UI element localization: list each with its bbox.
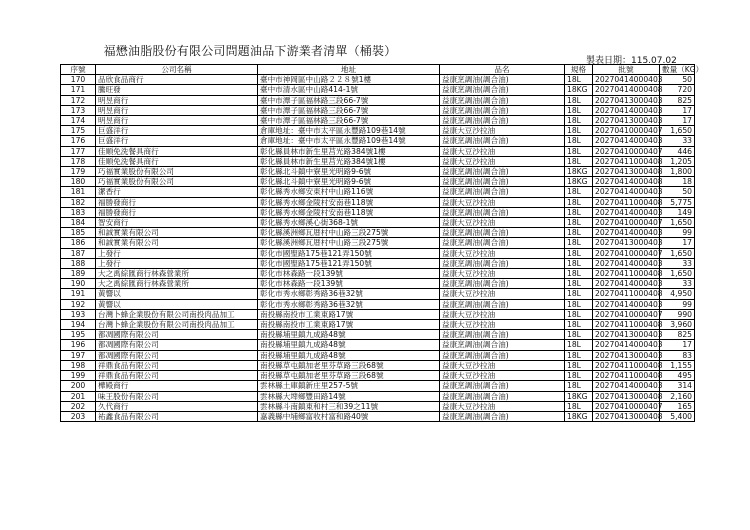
cell-company: 上發行	[96, 258, 258, 268]
cell-address: 臺中市潭子區福林路三段66-7號	[258, 95, 440, 105]
cell-lot: 20270414000403	[593, 187, 660, 197]
cell-product: 益康烹調油(調合油)	[440, 207, 565, 217]
cell-qty: 165	[660, 401, 695, 411]
cell-lot: 20270414000403	[593, 258, 660, 268]
cell-seq: 173	[61, 105, 96, 115]
cell-qty: 83	[660, 350, 695, 360]
cell-address: 雲林縣土庫鎮新庄里257-5號	[258, 381, 440, 391]
table-row	[61, 309, 695, 319]
cell-product: 益康烹調油(調合油)	[440, 238, 565, 248]
cell-seq: 174	[61, 116, 96, 126]
cell-company: 明昱商行	[96, 105, 258, 115]
cell-product: 益康大豆沙拉油	[440, 146, 565, 156]
downstream-table	[60, 64, 704, 422]
cell-company: 都凋國際有限公司	[96, 350, 258, 360]
cell-product: 益康烹調油(調合油)	[440, 85, 565, 95]
table-row	[61, 116, 695, 126]
cell-spec: 18L	[565, 146, 593, 156]
cell-spec: 18KG	[565, 177, 593, 187]
cell-qty: 446	[660, 146, 695, 156]
cell-product: 益康大豆沙拉油	[440, 371, 565, 381]
cell-lot: 20270414000403	[593, 228, 660, 238]
cell-qty: 3,960	[660, 320, 695, 330]
table-row	[61, 197, 695, 207]
cell-product: 益康烹調油(調合油)	[440, 95, 565, 105]
cell-spec: 18L	[565, 156, 593, 166]
cell-lot: 20270414000403	[593, 105, 660, 115]
table-row	[61, 381, 695, 391]
cell-lot: 20270413000408	[593, 167, 660, 177]
cell-address: 彰化縣溪洲鄉瓦厝村中山路三段275號	[258, 228, 440, 238]
cell-lot: 20270411000408	[593, 156, 660, 166]
cell-address: 臺中市神岡區中山路２２８號1樓	[258, 75, 440, 85]
cell-address: 彰化市秀水鄉彰秀路36巷32號	[258, 289, 440, 299]
cell-company: 都凋國際有限公司	[96, 330, 258, 340]
cell-qty: 99	[660, 228, 695, 238]
table-row	[61, 320, 695, 330]
cell-spec: 18L	[565, 116, 593, 126]
cell-product: 益康烹調油(調合油)	[440, 258, 565, 268]
cell-seq: 191	[61, 289, 96, 299]
cell-lot: 20270411000408	[593, 371, 660, 381]
cell-seq: 172	[61, 95, 96, 105]
cell-address: 彰化縣員林市新生里莒光路384號1樓	[258, 156, 440, 166]
cell-spec: 18KG	[565, 167, 593, 177]
cell-seq: 202	[61, 401, 96, 411]
table-row	[61, 289, 695, 299]
cell-spec: 18L	[565, 299, 593, 309]
header-seq: 序號	[61, 65, 96, 75]
cell-qty: 4,950	[660, 289, 695, 299]
cell-lot: 20270414000403	[593, 340, 660, 350]
cell-company: 祥鼎食品有限公司	[96, 360, 258, 370]
table-row	[61, 187, 695, 197]
cell-product: 益康烹調油(調合油)	[440, 411, 565, 421]
cell-spec: 18L	[565, 371, 593, 381]
cell-address: 彰化市國聖路175巷121弄150號	[258, 248, 440, 258]
cell-seq: 184	[61, 218, 96, 228]
cell-seq: 192	[61, 299, 96, 309]
cell-seq: 187	[61, 248, 96, 258]
cell-company: 佳順免洗餐具商行	[96, 146, 258, 156]
cell-address: 彰化縣北斗鎮中寮里光明路9-6號	[258, 167, 440, 177]
cell-product: 益康大豆沙拉油	[440, 248, 565, 258]
cell-lot: 20270411000408	[593, 320, 660, 330]
cell-product: 益康大豆沙拉油	[440, 156, 565, 166]
cell-company: 巧福實業股份有限公司	[96, 167, 258, 177]
cell-address: 南投縣南投市工業東路17號	[258, 309, 440, 319]
cell-spec: 18L	[565, 126, 593, 136]
table-row	[61, 95, 695, 105]
cell-address: 臺中市清水區中山路414-1號	[258, 85, 440, 95]
cell-lot: 20270414000403	[593, 299, 660, 309]
cell-address: 彰化縣秀水鄉溪心街368-1號	[258, 218, 440, 228]
cell-spec: 18L	[565, 279, 593, 289]
table-row	[61, 136, 695, 146]
cell-lot: 20270413000408	[593, 411, 660, 421]
cell-product: 益康烹調油(調合油)	[440, 340, 565, 350]
cell-product: 益康大豆沙拉油	[440, 289, 565, 299]
cell-product: 益康烹調油(調合油)	[440, 330, 565, 340]
cell-qty: 5,775	[660, 197, 695, 207]
table-row	[61, 218, 695, 228]
cell-company: 都凋國際有限公司	[96, 340, 258, 350]
cell-lot: 20270413000403	[593, 330, 660, 340]
cell-company: 和誠實業有限公司	[96, 228, 258, 238]
table-row	[61, 126, 695, 136]
cell-seq: 201	[61, 391, 96, 401]
cell-spec: 18KG	[565, 391, 593, 401]
cell-spec: 18L	[565, 218, 593, 228]
cell-seq: 171	[61, 85, 96, 95]
cell-product: 益康烹調油(調合油)	[440, 75, 565, 85]
cell-lot: 20270413000408	[593, 391, 660, 401]
cell-address: 彰化市秀水鄉彰秀路36巷32號	[258, 299, 440, 309]
table-row	[61, 238, 695, 248]
cell-spec: 18L	[565, 248, 593, 258]
cell-lot: 20270414000403	[593, 381, 660, 391]
cell-product: 益康烹調油(調合油)	[440, 350, 565, 360]
cell-address: 彰化縣北斗鎮中寮里光明路9-6號	[258, 177, 440, 187]
table-row	[61, 258, 695, 268]
cell-company: 智安商行	[96, 218, 258, 228]
cell-company: 潔香行	[96, 187, 258, 197]
cell-address: 彰化市林森路一段139號	[258, 269, 440, 279]
cell-seq: 170	[61, 75, 96, 85]
cell-qty: 825	[660, 95, 695, 105]
cell-lot: 20270413000403	[593, 238, 660, 248]
table-row	[61, 167, 695, 177]
cell-spec: 18L	[565, 238, 593, 248]
cell-spec: 18L	[565, 360, 593, 370]
cell-spec: 18L	[565, 207, 593, 217]
cell-address: 南投縣埔里鎮九成路48號	[258, 350, 440, 360]
table-row	[61, 105, 695, 115]
cell-seq: 186	[61, 238, 96, 248]
cell-lot: 20270410000407	[593, 401, 660, 411]
print-date: 製表日期：115.07.02	[586, 56, 677, 66]
cell-product: 益康大豆沙拉油	[440, 218, 565, 228]
cell-seq: 194	[61, 320, 96, 330]
cell-lot: 20270413000403	[593, 116, 660, 126]
cell-address: 南投縣草屯鎮加老里芬草路三段68號	[258, 360, 440, 370]
header-address: 地址	[258, 65, 440, 75]
cell-qty: 1,800	[660, 167, 695, 177]
header-product: 品名	[440, 65, 565, 75]
cell-company: 大之禹綜匯商行林森營業所	[96, 269, 258, 279]
cell-address: 雲林縣大埤鄉豐田路14號	[258, 391, 440, 401]
cell-qty: 990	[660, 309, 695, 319]
cell-lot: 20270411000408	[593, 197, 660, 207]
cell-qty: 17	[660, 105, 695, 115]
cell-qty: 1,650	[660, 218, 695, 228]
cell-seq: 193	[61, 309, 96, 319]
cell-lot: 20270413000403	[593, 350, 660, 360]
table-row	[61, 411, 695, 421]
cell-qty: 33	[660, 258, 695, 268]
cell-product: 益康烹調油(調合油)	[440, 279, 565, 289]
cell-address: 雲林縣斗南鎮東和村三和39之11號	[258, 401, 440, 411]
cell-company: 久代商行	[96, 401, 258, 411]
cell-address: 倉庫地址：臺中市太平區永豐路109巷14號	[258, 126, 440, 136]
cell-spec: 18KG	[565, 411, 593, 421]
cell-lot: 20270410000407	[593, 309, 660, 319]
cell-seq: 200	[61, 381, 96, 391]
cell-qty: 99	[660, 299, 695, 309]
table-row	[61, 177, 695, 187]
cell-company: 福勝發商行	[96, 197, 258, 207]
table-header-row	[61, 65, 695, 75]
cell-product: 益康大豆沙拉油	[440, 320, 565, 330]
cell-company: 大之禹綜匯商行林森營業所	[96, 279, 258, 289]
cell-product: 益康烹調油(調合油)	[440, 381, 565, 391]
cell-spec: 18L	[565, 320, 593, 330]
cell-company: 巨盛洋行	[96, 136, 258, 146]
table-row	[61, 248, 695, 258]
cell-spec: 18L	[565, 309, 593, 319]
cell-product: 益康烹調油(調合油)	[440, 105, 565, 115]
cell-product: 益康烹調油(調合油)	[440, 228, 565, 238]
cell-address: 彰化縣員林市新生里莒光路384號1樓	[258, 146, 440, 156]
cell-company: 巨盛洋行	[96, 126, 258, 136]
cell-company: 台灣卜蜂企業股份有限公司南投肉品加工	[96, 309, 258, 319]
cell-spec: 18L	[565, 228, 593, 238]
cell-qty: 1,155	[660, 360, 695, 370]
cell-company: 祥鼎食品有限公司	[96, 371, 258, 381]
cell-product: 益康烹調油(調合油)	[440, 299, 565, 309]
cell-company: 樺殿商行	[96, 381, 258, 391]
cell-seq: 183	[61, 207, 96, 217]
cell-lot: 20270414000403	[593, 279, 660, 289]
header-qty: 數量（KG）	[660, 65, 695, 75]
table-row	[61, 228, 695, 238]
cell-address: 南投縣南投市工業東路17號	[258, 320, 440, 330]
cell-company: 上發行	[96, 248, 258, 258]
table-row	[61, 279, 695, 289]
cell-seq: 176	[61, 136, 96, 146]
cell-qty: 18	[660, 177, 695, 187]
cell-product: 益康烹調油(調合油)	[440, 391, 565, 401]
cell-lot: 20270411000408	[593, 269, 660, 279]
table-row	[61, 75, 695, 85]
cell-spec: 18L	[565, 258, 593, 268]
cell-seq: 203	[61, 411, 96, 421]
cell-address: 臺中市潭子區福林路三段66-7號	[258, 116, 440, 126]
cell-product: 益康烹調油(調合油)	[440, 136, 565, 146]
cell-address: 彰化縣溪洲鄉瓦厝村中山路三段275號	[258, 238, 440, 248]
header-spec: 規格	[565, 65, 593, 75]
cell-seq: 179	[61, 167, 96, 177]
table-row	[61, 330, 695, 340]
cell-qty: 1,650	[660, 248, 695, 258]
cell-address: 南投縣草屯鎮加老里芬草路三段68號	[258, 371, 440, 381]
cell-company: 台灣卜蜂企業股份有限公司南投肉品加工	[96, 320, 258, 330]
cell-address: 彰化縣秀水鄉金陵村安南巷118號	[258, 207, 440, 217]
cell-spec: 18L	[565, 269, 593, 279]
table-body	[61, 75, 695, 422]
cell-product: 益康大豆沙拉油	[440, 269, 565, 279]
cell-company: 品欣食品商行	[96, 75, 258, 85]
cell-product: 益康烹調油(調合油)	[440, 167, 565, 177]
cell-qty: 825	[660, 330, 695, 340]
cell-lot: 20270414000403	[593, 75, 660, 85]
cell-qty: 1,650	[660, 126, 695, 136]
cell-lot: 20270411000408	[593, 289, 660, 299]
cell-company: 佳順免洗餐具商行	[96, 156, 258, 166]
cell-spec: 18L	[565, 289, 593, 299]
cell-company: 味王股份有限公司	[96, 391, 258, 401]
cell-spec: 18L	[565, 136, 593, 146]
cell-spec: 18L	[565, 187, 593, 197]
cell-qty: 1,650	[660, 269, 695, 279]
cell-product: 益康大豆沙拉油	[440, 360, 565, 370]
cell-seq: 198	[61, 360, 96, 370]
cell-lot: 20270410000407	[593, 146, 660, 156]
cell-product: 益康大豆沙拉油	[440, 126, 565, 136]
cell-address: 臺中市潭子區福林路三段66-7號	[258, 105, 440, 115]
cell-lot: 20270414000408	[593, 177, 660, 187]
table-row	[61, 340, 695, 350]
cell-address: 彰化市林森路一段139號	[258, 279, 440, 289]
table-row	[61, 207, 695, 217]
cell-spec: 18L	[565, 350, 593, 360]
cell-company: 明昱商行	[96, 116, 258, 126]
cell-company: 和誠實業有限公司	[96, 238, 258, 248]
table-row	[61, 391, 695, 401]
table-row	[61, 156, 695, 166]
cell-address: 倉庫地址：臺中市太平區永豐路109巷14號	[258, 136, 440, 146]
cell-product: 益康烹調油(調合油)	[440, 116, 565, 126]
cell-spec: 18L	[565, 105, 593, 115]
cell-company: 福勝發商行	[96, 207, 258, 217]
cell-seq: 199	[61, 371, 96, 381]
cell-product: 益康烹調油(調合油)	[440, 177, 565, 187]
cell-product: 益康大豆沙拉油	[440, 309, 565, 319]
table-row	[61, 85, 695, 95]
cell-qty: 50	[660, 75, 695, 85]
cell-address: 彰化縣秀水鄉安東村中山路116號	[258, 187, 440, 197]
cell-product: 益康大豆沙拉油	[440, 197, 565, 207]
cell-spec: 18L	[565, 197, 593, 207]
cell-seq: 175	[61, 126, 96, 136]
cell-spec: 18L	[565, 95, 593, 105]
cell-qty: 314	[660, 381, 695, 391]
cell-qty: 33	[660, 279, 695, 289]
cell-qty: 2,160	[660, 391, 695, 401]
cell-company: 黃響以	[96, 289, 258, 299]
cell-seq: 181	[61, 187, 96, 197]
cell-spec: 18L	[565, 340, 593, 350]
cell-product: 益康烹調油(調合油)	[440, 187, 565, 197]
cell-company: 祐鑫食品有限公司	[96, 411, 258, 421]
table-row	[61, 146, 695, 156]
cell-company: 明昱商行	[96, 95, 258, 105]
table-row	[61, 371, 695, 381]
cell-lot: 20270411000408	[593, 360, 660, 370]
table-row	[61, 401, 695, 411]
cell-seq: 190	[61, 279, 96, 289]
cell-lot: 20270414000403	[593, 136, 660, 146]
cell-seq: 196	[61, 340, 96, 350]
cell-seq: 182	[61, 197, 96, 207]
cell-lot: 20270410000407	[593, 218, 660, 228]
table-row	[61, 360, 695, 370]
cell-spec: 18L	[565, 75, 593, 85]
cell-lot: 20270414000408	[593, 85, 660, 95]
cell-seq: 188	[61, 258, 96, 268]
table-row	[61, 299, 695, 309]
cell-seq: 195	[61, 330, 96, 340]
cell-qty: 50	[660, 187, 695, 197]
cell-seq: 185	[61, 228, 96, 238]
cell-company: 巧福實業股份有限公司	[96, 177, 258, 187]
cell-lot: 20270410000407	[593, 248, 660, 258]
cell-qty: 17	[660, 116, 695, 126]
cell-seq: 178	[61, 156, 96, 166]
cell-qty: 5,400	[660, 411, 695, 421]
header-company: 公司名稱	[96, 65, 258, 75]
cell-seq: 177	[61, 146, 96, 156]
cell-lot: 20270414000403	[593, 207, 660, 217]
header-lot: 批號	[593, 65, 660, 75]
cell-qty: 17	[660, 340, 695, 350]
table-row	[61, 350, 695, 360]
cell-qty: 1,205	[660, 156, 695, 166]
cell-qty: 17	[660, 238, 695, 248]
cell-seq: 189	[61, 269, 96, 279]
cell-seq: 197	[61, 350, 96, 360]
cell-qty: 720	[660, 85, 695, 95]
cell-address: 彰化縣秀水鄉金陵村安南巷118號	[258, 197, 440, 207]
table-row	[61, 269, 695, 279]
document-title: 福懋油脂股份有限公司問題油品下游業者清單（桶裝）	[103, 44, 397, 58]
cell-address: 彰化市國聖路175巷121弄150號	[258, 258, 440, 268]
cell-address: 嘉義縣中埔鄉富收村富和路40號	[258, 411, 440, 421]
cell-product: 益康大豆沙拉油	[440, 401, 565, 411]
cell-address: 南投縣埔里鎮九成路48號	[258, 340, 440, 350]
cell-lot: 20270410000407	[593, 126, 660, 136]
cell-spec: 18L	[565, 381, 593, 391]
cell-spec: 18L	[565, 401, 593, 411]
cell-spec: 18L	[565, 330, 593, 340]
cell-lot: 20270413000403	[593, 95, 660, 105]
cell-seq: 180	[61, 177, 96, 187]
cell-spec: 18KG	[565, 85, 593, 95]
cell-company: 黃響以	[96, 299, 258, 309]
cell-qty: 149	[660, 207, 695, 217]
cell-address: 南投縣埔里鎮九成路48號	[258, 330, 440, 340]
cell-company: 騰旺發	[96, 85, 258, 95]
cell-qty: 33	[660, 136, 695, 146]
cell-qty: 495	[660, 371, 695, 381]
